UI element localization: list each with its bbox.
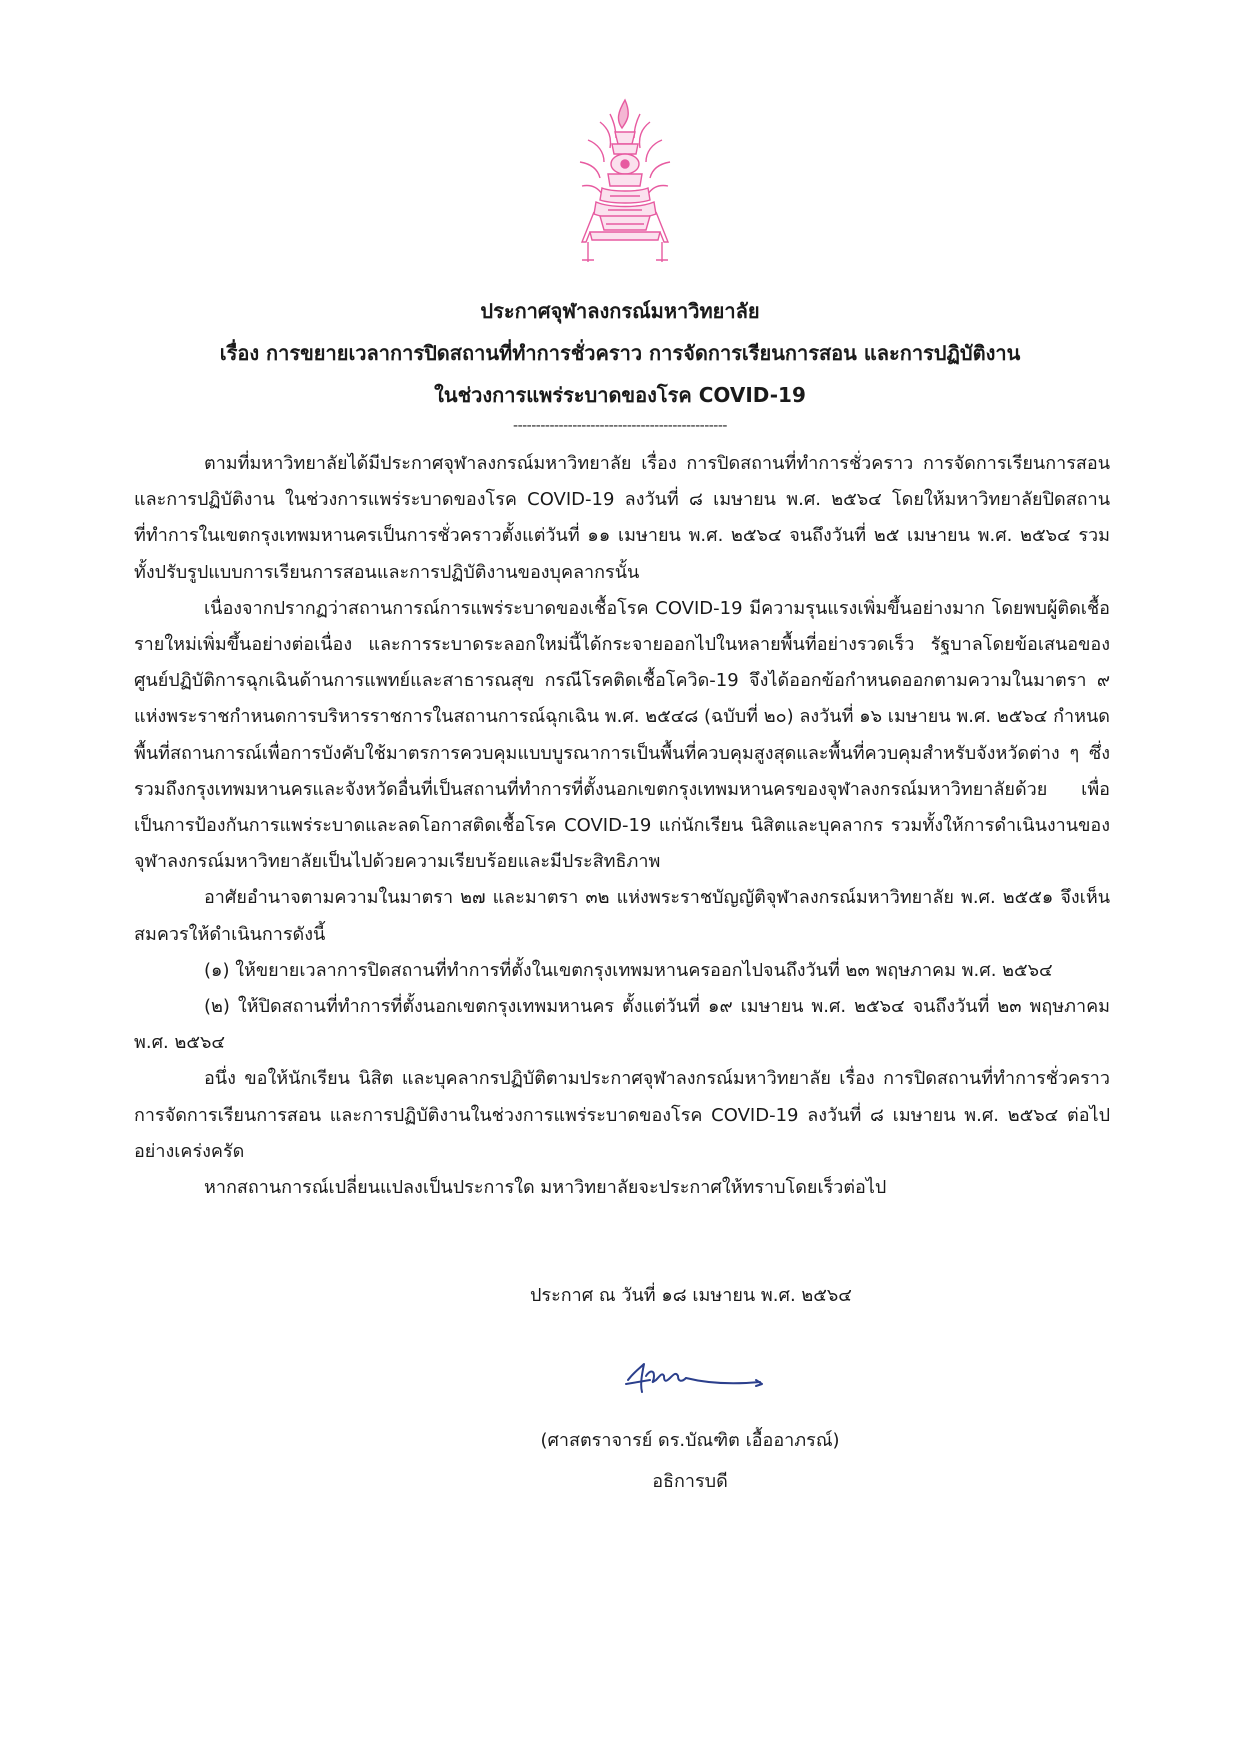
signer-name: (ศาสตราจารย์ ดร.บัณฑิต เอื้ออาภรณ์) <box>540 1430 840 1451</box>
announcement-body <box>134 446 1110 1206</box>
paragraph-situation: เนื่องจากปรากฏว่าสถานการณ์การแพร่ระบาดของเชื้อโรค COVID-19 มีความรุนแรงเพิ่มขึ้นอย่างมาก โดยพบผู้ติดเชื้อรายใหม่เพิ่มขึ้นอย่างต่อเนื่อง และการระบาดระลอกใหม่นี้ได้กระจายออกไปในหลายพื้นที่อย่างรวดเร็ว รัฐบาลโดยข้อเสนอของศูนย์ปฏิบัติการฉุกเฉินด้านการแพทย์และสาธารณสุข กรณีโรคติดเชื้อโควิด-19 จึงได้ออกข้อกำหนดออกตามความในมาตรา ๙ แห่งพระราชกำหนดการบริหารราชการในสถานการณ์ฉุกเฉิน พ.ศ. ๒๕๔๘ (ฉบับที่ ๒๐) ลงวันที่ ๑๖ เมษายน พ.ศ. ๒๕๖๔ กำหนดพื้นที่สถานการณ์เพื่อการบังคับใช้มาตรการควบคุมแบบบูรณาการเป็นพื้นที่ควบคุมสูงสุดและพื้นที่ควบคุมสำหรับจังหวัดต่าง ๆ ซึ่งรวมถึงกรุงเทพมหานครและจังหวัดอื่นที่เป็นสถานที่ทำการที่ตั้งนอกเขตกรุงเทพมหานครของจุฬาลงกรณ์มหาวิทยาลัยด้วย เพื่อเป็นการป้องกันการแพร่ระบาดและลดโอกาสติดเชื้อโรค COVID-19 แก่นักเรียน นิสิตและบุคลากร รวมทั้งให้การดำเนินงานของจุฬาลงกรณ์มหาวิทยาลัยเป็นไปด้วยความเรียบร้อยและมีประสิทธิภาพ <box>134 597 1110 873</box>
announcement-title: ประกาศจุฬาลงกรณ์มหาวิทยาลัย <box>480 299 760 323</box>
paragraph-closing: หากสถานการณ์เปลี่ยนแปลงเป็นประการใด มหาวิทยาลัยจะประกาศให้ทราบโดยเร็วต่อไป <box>204 1177 887 1199</box>
heading-divider: ----------------------------------------------- <box>513 418 727 434</box>
paragraph-compliance: อนึ่ง ขอให้นักเรียน นิสิต และบุคลากรปฏิบัติตามประกาศจุฬาลงกรณ์มหาวิทยาลัย เรื่อง การปิดสถานที่ทำการชั่วคราว การจัดการเรียนการสอน และการปฏิบัติงานในช่วงการแพร่ระบาดของโรค COVID-19 ลงวันที่ ๘ เมษายน พ.ศ. ๒๕๖๔ ต่อไปอย่างเคร่งครัด <box>134 1068 1110 1162</box>
paragraph-background: ตามที่มหาวิทยาลัยได้มีประกาศจุฬาลงกรณ์มหาวิทยาลัย เรื่อง การปิดสถานที่ทำการชั่วคราว การจัดการเรียนการสอนและการปฏิบัติงาน ในช่วงการแพร่ระบาดของโรค COVID-19 ลงวันที่ ๘ เมษายน พ.ศ. ๒๕๖๔ โดยให้มหาวิทยาลัยปิดสถานที่ทำการในเขตกรุงเทพมหานครเป็นการชั่วคราวตั้งแต่วันที่ ๑๑ เมษายน พ.ศ. ๒๕๖๔ จนถึงวันที่ ๒๕ เมษายน พ.ศ. ๒๕๖๔ รวมทั้งปรับรูปแบบการเรียนการสอนและการปฏิบัติงานของบุคลากรนั้น <box>134 453 1110 583</box>
announcement-date: ประกาศ ณ วันที่ ๑๘ เมษายน พ.ศ. ๒๕๖๔ <box>530 1285 852 1306</box>
signature-icon <box>620 1350 770 1405</box>
list-item-2: (๒) ให้ปิดสถานที่ทำการที่ตั้งนอกเขตกรุงเทพมหานคร ตั้งแต่วันที่ ๑๙ เมษายน พ.ศ. ๒๕๖๔ จนถึงวันที่ ๒๓ พฤษภาคม พ.ศ. ๒๕๖๔ <box>134 996 1110 1054</box>
announcement-subject: เรื่อง การขยายเวลาการปิดสถานที่ทำการชั่วคราว การจัดการเรียนการสอน และการปฏิบัติงาน <box>219 341 1021 365</box>
university-emblem-icon <box>560 92 690 272</box>
announcement-subject-continued: ในช่วงการแพร่ระบาดของโรค COVID-19 <box>434 383 806 407</box>
paragraph-authority: อาศัยอำนาจตามความในมาตรา ๒๗ และมาตรา ๓๒ แห่งพระราชบัญญัติจุฬาลงกรณ์มหาวิทยาลัย พ.ศ. ๒๕๕๑ จึงเห็นสมควรให้ดำเนินการดังนี้ <box>134 887 1110 945</box>
list-item-1: (๑) ให้ขยายเวลาการปิดสถานที่ทำการที่ตั้งในเขตกรุงเทพมหานครออกไปจนถึงวันที่ ๒๓ พฤษภาคม พ.ศ. ๒๕๖๔ <box>204 959 1053 981</box>
signer-title: อธิการบดี <box>652 1471 728 1492</box>
